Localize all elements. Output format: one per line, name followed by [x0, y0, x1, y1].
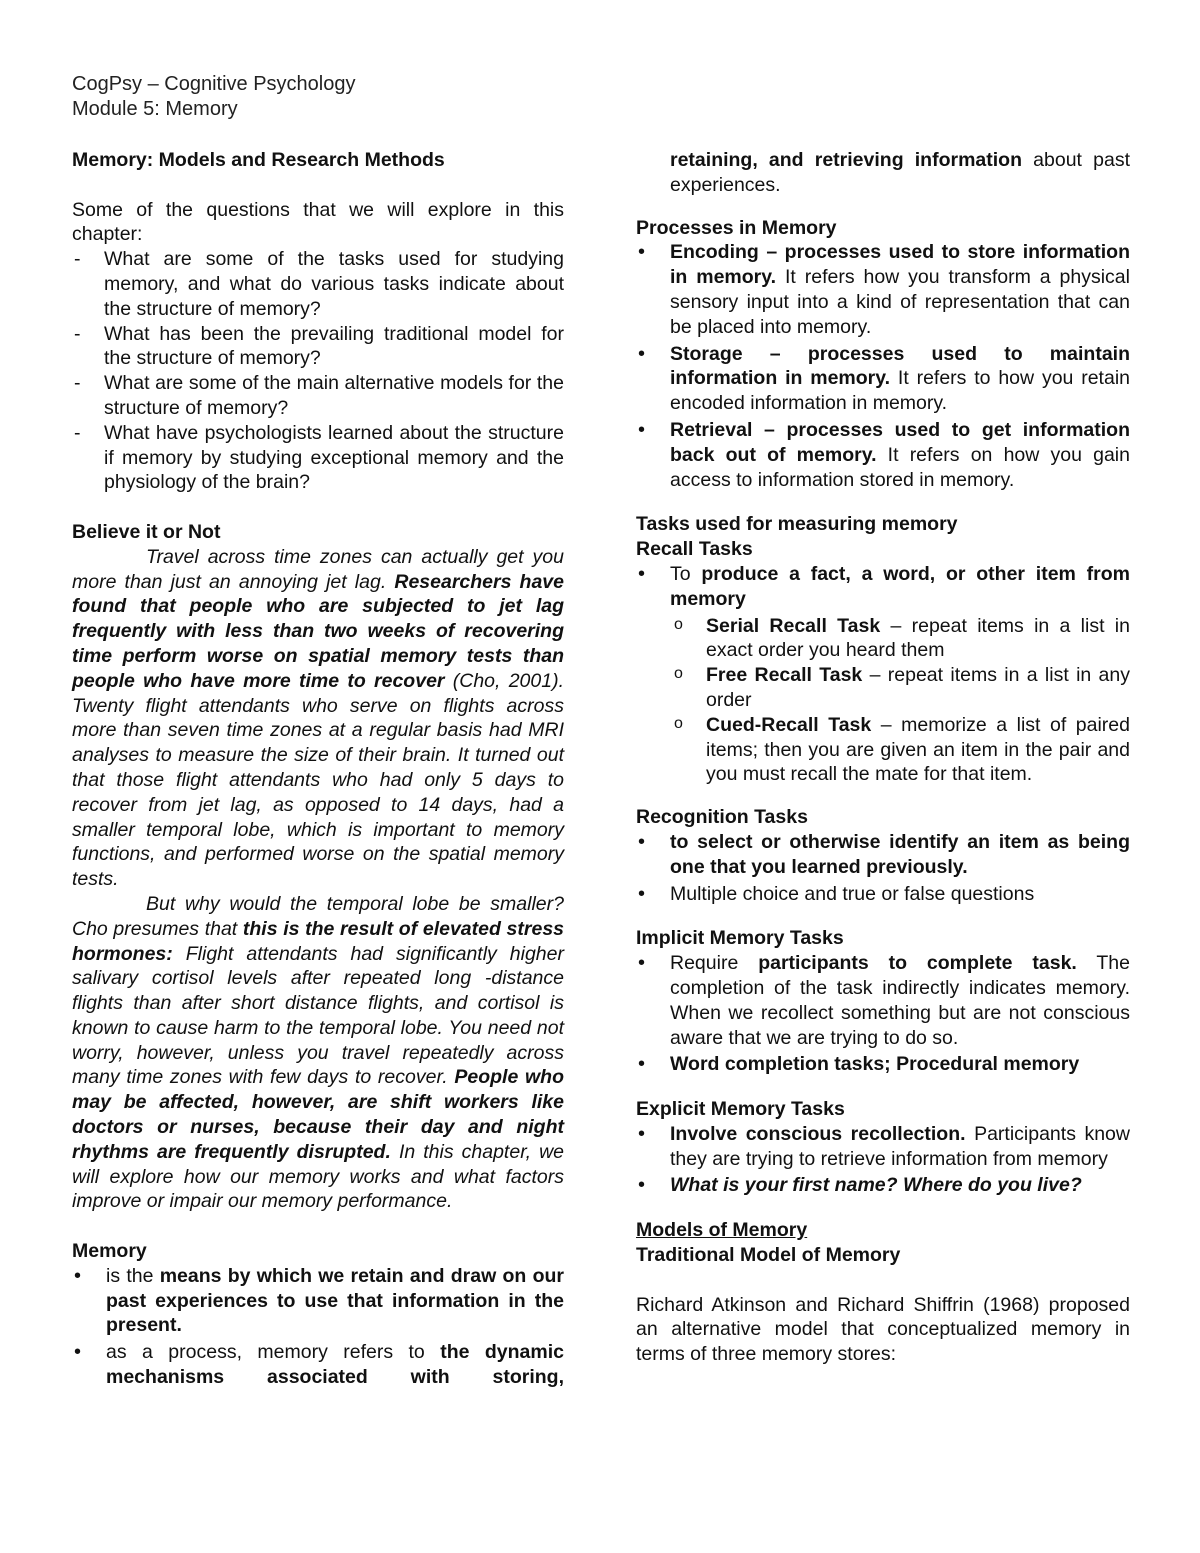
recall-subitem: o Serial Recall Task – repeat items in a list in exact order you heard them: [672, 614, 1130, 664]
recall-item: • To produce a fact, a word, or other item from memory: [636, 562, 1130, 612]
implicit-item: • Word completion tasks; Procedural memory: [636, 1052, 1130, 1077]
processes-list: [636, 240, 1130, 492]
recall-subitem: o Cued-Recall Task – memorize a list of paired items; then you are given an item in the pair and you must recall the mate for that item.: [672, 713, 1130, 787]
memory-list: [72, 1264, 564, 1390]
recall-list: [636, 562, 1130, 612]
right-column: [636, 148, 1130, 1367]
explicit-item: • What is your first name? Where do you live?: [636, 1173, 1130, 1198]
believe-title: Believe it or Not: [72, 520, 221, 543]
implicit-title: Implicit Memory Tasks: [636, 927, 844, 950]
course-title: CogPsy – Cognitive Psychology: [72, 73, 356, 95]
recognition-item: • to select or otherwise identify an item as being one that you learned previously.: [636, 830, 1130, 880]
explicit-title: Explicit Memory Tasks: [636, 1098, 845, 1121]
process-item: • Encoding – processes used to store information in memory. It refers how you transform a physical sensory input into a kind of representation that can be placed into memory.: [636, 240, 1130, 339]
question-item: - What are some of the main alternative models for the structure of memory?: [72, 371, 564, 421]
explicit-item: • Involve conscious recollection. Participants know they are trying to retrieve information from memory: [636, 1122, 1130, 1172]
process-item: • Retrieval – processes used to get information back out of memory. It refers on how you gain access to information stored in memory.: [636, 418, 1130, 492]
recall-subitem: o Free Recall Task – repeat items in a list in any order: [672, 663, 1130, 713]
questions-list: [72, 247, 564, 495]
question-item: - What have psychologists learned about the structure if memory by studying exceptional memory and the physiology of the brain?: [72, 421, 564, 495]
believe-paragraph-2: But why would the temporal lobe be smaller? Cho presumes that this is the result of elevated stress hormones: Flight attendants had significantly higher salivary cortisol levels after repeated long -distance flights than after short distance flights, and cortisol is known to cause harm to the temporal lobe. You need not worry, however, unless you travel repeatedly across many time zones with few days to recover. People who may be affected, however, are shift workers like doctors or nurses, because their day and night rhythms are frequently disrupted. In this chapter, we will explore how our memory works and what factors improve or impair our memory performance.: [72, 892, 565, 1213]
module-title: Module 5: Memory: [72, 98, 238, 120]
processes-title: Processes in Memory: [636, 216, 837, 239]
models-title: Models of Memory: [636, 1219, 808, 1242]
questions-intro: Some of the questions that we will explore in this chapter:: [72, 198, 564, 246]
question-item: - What are some of the tasks used for studying memory, and what do various tasks indicate about the structure of memory?: [72, 247, 564, 321]
implicit-item: • Require participants to complete task. The completion of the task indirectly indicates memory. When we recollect something but are not conscious aware that we are trying to do so.: [636, 951, 1130, 1050]
recognition-list: [636, 830, 1130, 906]
recall-title: Recall Tasks: [636, 538, 753, 561]
course-header: [72, 72, 355, 122]
implicit-list: [636, 951, 1130, 1077]
explicit-list: [636, 1122, 1130, 1198]
atkinson-paragraph: Richard Atkinson and Richard Shiffrin (1968) proposed an alternative model that conceptualized memory in terms of three memory stores:: [636, 1293, 1130, 1366]
recall-sublist: [636, 614, 1130, 788]
memory-bullet: • as a process, memory refers to the dynamic mechanisms associated with storing,: [72, 1340, 564, 1390]
believe-paragraph-1: Travel across time zones can actually get you more than just an annoying jet lag. Researchers have found that people who are subjected to jet lag frequently with less than two weeks of recovering time perform worse on spatial memory tests than people who have more time to recover (Cho, 2001). Twenty flight attendants who serve on flights across more than seven time zones at a regular basis had MRI analyses to measure the size of their brain. It turned out that those flight attendants who had only 5 days to recover from jet lag, as opposed to 14 days, had a smaller temporal lobe, which is important to memory functions, and performed worse on the spatial memory tests.: [72, 545, 564, 891]
process-item: • Storage – processes used to maintain information in memory. It refers to how you retain encoded information in memory.: [636, 342, 1130, 416]
section-title: Memory: Models and Research Methods: [72, 149, 445, 171]
left-column: [72, 148, 564, 1392]
recognition-item: • Multiple choice and true or false questions: [636, 882, 1130, 907]
memory-bullet: • is the means by which we retain and draw on our past experiences to use that information in the present.: [72, 1264, 564, 1338]
question-item: - What has been the prevailing traditional model for the structure of memory?: [72, 322, 564, 372]
memory-continuation: retaining, and retrieving information about past experiences.: [670, 149, 1130, 196]
recognition-title: Recognition Tasks: [636, 806, 808, 829]
traditional-title: Traditional Model of Memory: [636, 1244, 901, 1267]
memory-title: Memory: [72, 1240, 147, 1263]
tasks-title: Tasks used for measuring memory: [636, 513, 958, 536]
